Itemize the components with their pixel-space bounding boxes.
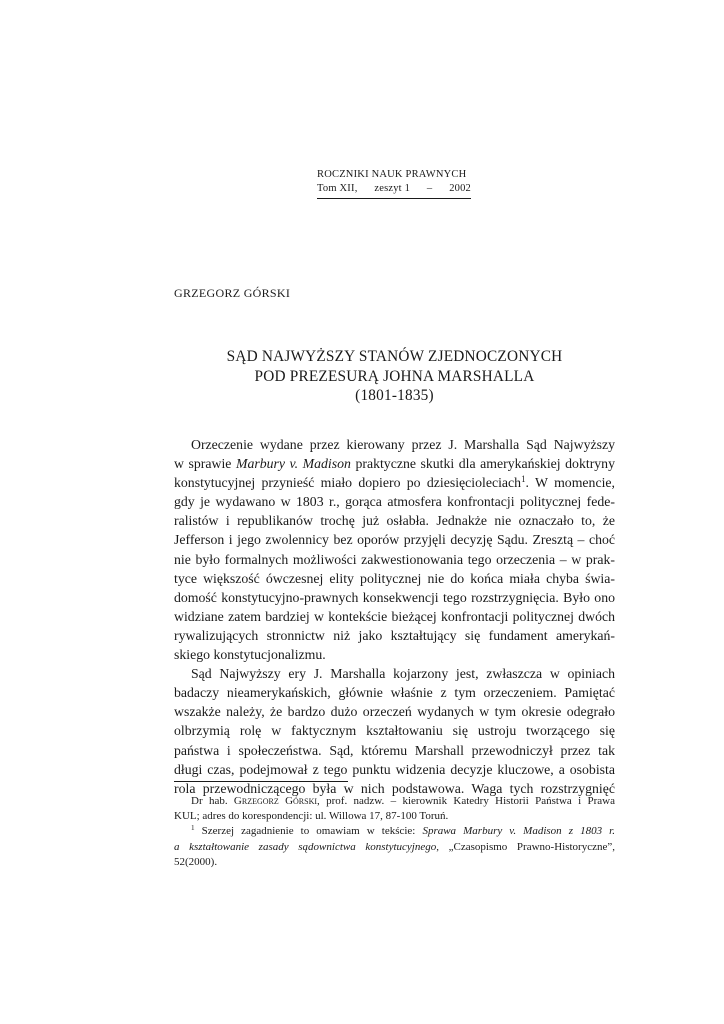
body-line: rola przewodniczącego była w nich podstawowa. Waga tych rozstrzygnięć: [174, 780, 615, 796]
body-line: Jefferson i jego zwolennicy bez oporów przyjęli decyzję Sądu. Zresztą – choć: [174, 532, 615, 548]
footnote-line: KUL; adres do korespondencji: ul. Willowa 17, 87-100 Toruń.: [174, 810, 449, 823]
body-line: ralistów i republikanów trochę już osłabła. Jednakże nie oznaczało to, że: [174, 513, 615, 529]
body-line: Orzeczenie wydane przez kierowany przez J. Marshalla Sąd Najwyższy: [191, 437, 615, 452]
body-line: [174, 473, 615, 492]
journal-name-text: ROCZNIKI NAUK PRAWNYCH: [317, 169, 467, 180]
journal-name: [317, 168, 471, 182]
cited-title-italic: a kształtowanie zasady sądownictwa konstytucyjnego: [174, 840, 437, 853]
body-line: domość konstytucyjno-prawnych konsekwencji tego rozstrzygnięcia. Było ono: [174, 589, 615, 605]
volume-dash: –: [426, 183, 433, 194]
body-line: olbrzymią rolę w faktycznym kształtowaniu się ustroju tworzącego się: [174, 723, 615, 739]
volume-number: Tom XII,: [317, 183, 358, 194]
paragraph-2: [174, 664, 615, 798]
volume-year: 2002: [449, 183, 471, 194]
text-run: Dr hab.: [191, 795, 234, 807]
body-line: Sąd Najwyższy ery J. Marshalla kojarzony jest, zwłaszcza w opiniach: [191, 666, 615, 682]
text-run: praktyczne skutki dla amerykańskiej doktryny: [350, 456, 615, 472]
text-run: Szerzej zagadnienie to omawiam w tekście:: [194, 825, 423, 838]
body-line: badaczy nieamerykańskich, głównie właśnie z tym orzeczeniem. Pamiętać: [174, 685, 615, 701]
cited-title-italic: Sprawa Marbury v. Madison z 1803 r.: [422, 825, 615, 838]
text-run: , prof. nadzw. – kierownik Katedry Historii Państwa i Prawa: [317, 795, 616, 807]
issue-number: zeszyt 1: [374, 183, 411, 194]
article-title: [174, 347, 615, 406]
footnotes: [174, 794, 615, 870]
paragraph-1: [174, 435, 615, 664]
body-line: nie było formalnych możliwości zakwestionowania tego orzeczenia – w prak-: [174, 551, 615, 567]
body-line: tyce większość ówczesnej elity politycznej nie do końca miała chyba świa-: [174, 570, 615, 586]
footnote-marker: 1: [191, 824, 195, 833]
journal-header: [317, 168, 471, 196]
body-line: [174, 454, 615, 473]
title-line-1: SĄD NAJWYŻSZY STANÓW ZJEDNOCZONYCH: [226, 348, 563, 365]
footnote-rule: [174, 781, 348, 782]
header-rule: [317, 198, 471, 199]
title-line-3: (1801-1835): [355, 387, 434, 404]
body-line: państwa i społeczeństwa. Sąd, któremu Marshall przewodniczył przez tak: [174, 742, 615, 758]
article-body: [174, 435, 615, 798]
footnote-1: [174, 824, 615, 870]
body-line: rywalizujących stronnictw niż jako kształtujący się fundament amerykań-: [174, 627, 615, 643]
footnote-ref[interactable]: 1: [521, 474, 526, 485]
text-run: , „Czasopismo Prawno-Historyczne”,: [436, 840, 615, 853]
body-line: gdy je wydawano w 1803 r., gorąca atmosfera konfrontacji politycznej fede-: [174, 494, 615, 510]
body-line: wszakże należy, że bardzo dużo orzeczeń wydanych w tym okresie odegrało: [174, 704, 615, 720]
footnote-line: [174, 840, 615, 855]
body-line: widziane zatem bardziej w kontekście bieżącej konfrontacji politycznej dwóch: [174, 608, 615, 624]
journal-volume-line: [317, 182, 471, 196]
title-line-2: POD PREZESURĄ JOHNA MARSHALLA: [254, 367, 535, 385]
footnote-line: [174, 794, 615, 809]
body-line: skiego konstytucjonalizmu.: [174, 647, 326, 663]
author-small-caps: Grzegorz Górski: [233, 795, 318, 807]
footnote-line: [174, 824, 615, 839]
text-run: konstytucyjnej przynieść miało dopiero po dziesięcioleciach: [174, 475, 522, 491]
case-name-italic: Marbury v. Madison: [235, 456, 351, 472]
body-line: długi czas, podejmował z tego punktu widzenia decyzje kluczowe, a osobista: [174, 761, 615, 777]
text-run: w sprawie: [174, 456, 236, 472]
text-run: . W momencie,: [525, 475, 615, 491]
author-name: GRZEGORZ GÓRSKI: [174, 286, 291, 300]
author-footnote: [174, 794, 615, 824]
footnote-line: 52(2000).: [174, 855, 218, 868]
